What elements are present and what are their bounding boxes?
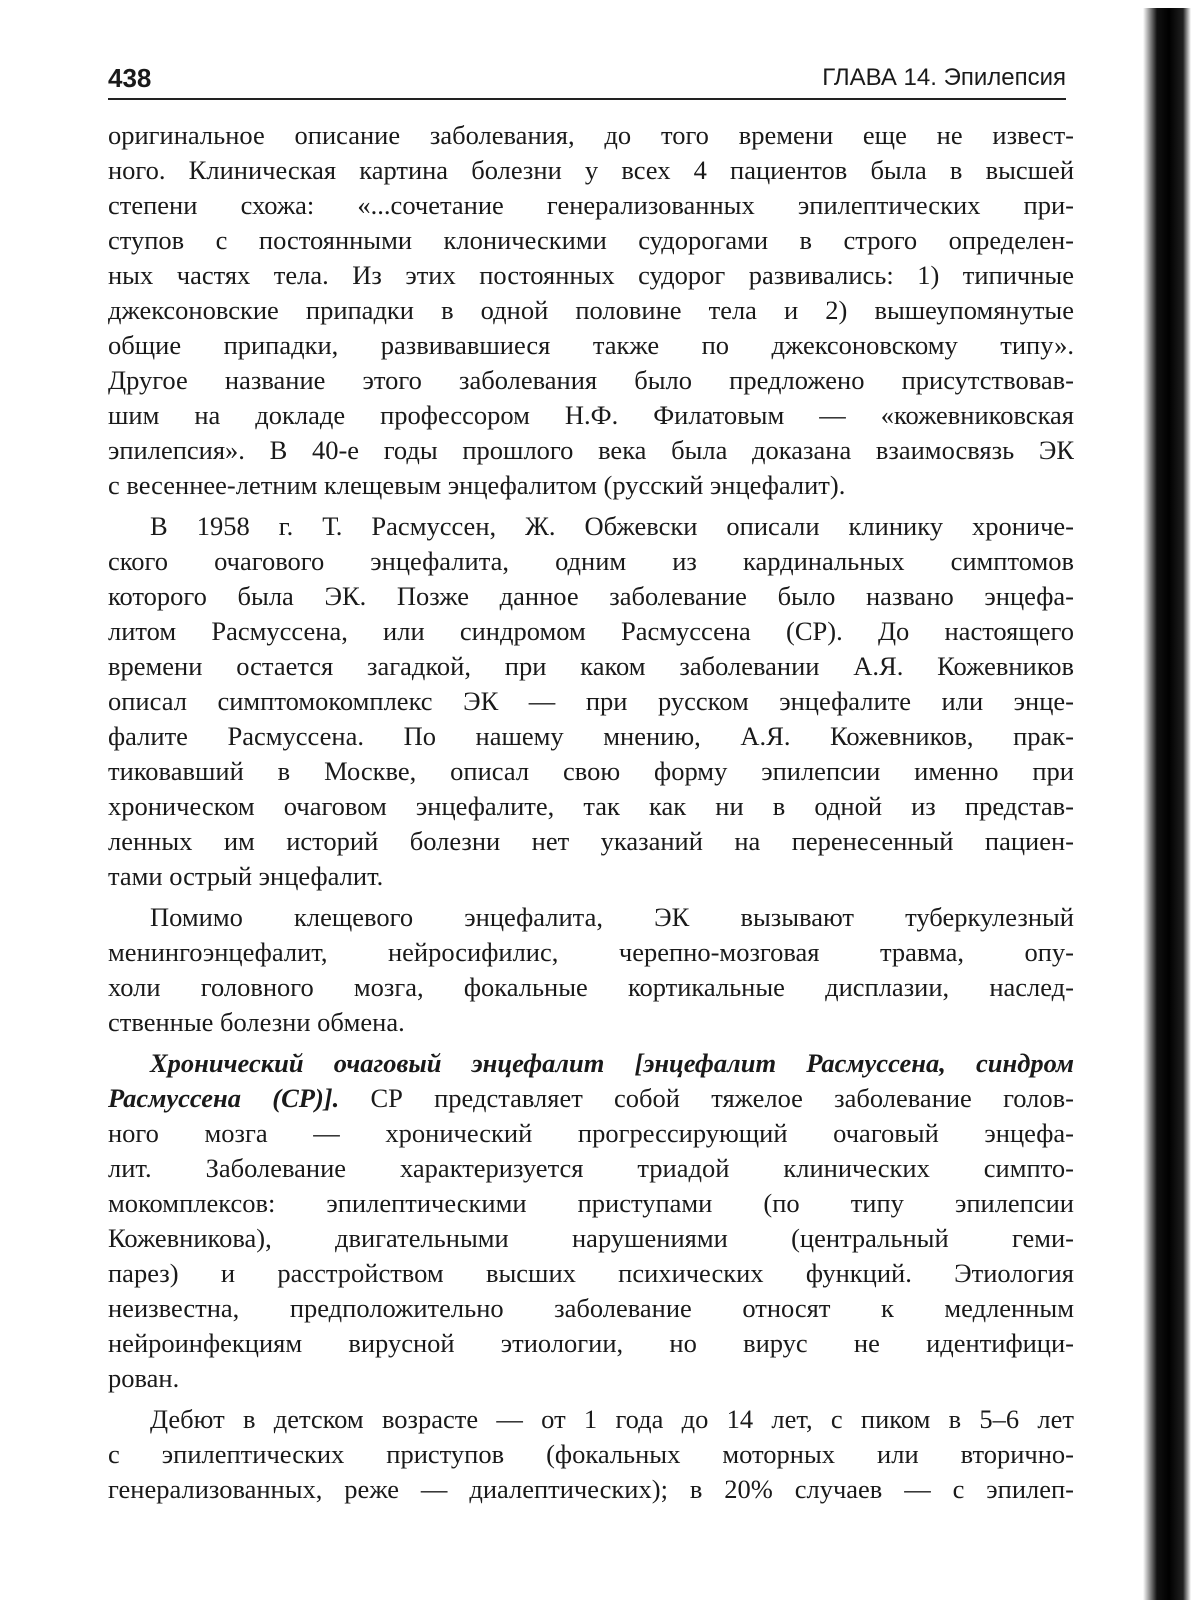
page-header	[108, 62, 1066, 100]
text-line: с эпилептических приступов (фокальных моторных или вторично-	[108, 1439, 1074, 1469]
text-line: с весеннее-летним клещевым энцефалитом (русский энцефалит).	[108, 470, 846, 500]
text-line: ного. Клиническая картина болезни у всех 4 пациентов была в высшей	[108, 155, 1074, 185]
text-line: ленных им историй болезни нет указаний на перенесенный пациен-	[108, 826, 1074, 856]
text-run: СР представляет собой тяжелое заболевание голов-	[339, 1083, 1074, 1113]
term-heading-cont: Расмуссена (СР)].	[108, 1083, 340, 1113]
text-line: холи головного мозга, фокальные кортикальные дисплазии, наслед-	[108, 972, 1074, 1002]
text-line: неизвестна, предположительно заболевание относят к медленным	[108, 1293, 1074, 1323]
text-line: рован.	[108, 1363, 180, 1393]
text-line: шим на докладе профессором Н.Ф. Филатовым — «кожевниковская	[108, 400, 1074, 430]
text-line: нейроинфекциям вирусной этиологии, но вирус не идентифици-	[108, 1328, 1074, 1358]
paragraph-1	[108, 118, 1074, 503]
text-line: ного мозга — хронический прогрессирующий очаговый энцефа-	[108, 1118, 1074, 1148]
text-line: джексоновские припадки в одной половине тела и 2) вышеупомянутые	[108, 295, 1074, 325]
text-line: Другое название этого заболевания было предложено присутствовав-	[108, 365, 1074, 395]
text-line: эпилепсия». В 40-е годы прошлого века была доказана взаимосвязь ЭК	[108, 435, 1074, 465]
text-line: литом Расмуссена, или синдромом Расмуссена (СР). До настоящего	[108, 616, 1074, 646]
text-line: тами острый энцефалит.	[108, 861, 384, 891]
text-line: мокомплексов: эпилептическими приступами (по типу эпилепсии	[108, 1188, 1074, 1218]
text-line	[108, 1081, 1074, 1116]
text-line: менингоэнцефалит, нейросифилис, черепно-мозговая травма, опу-	[108, 937, 1074, 967]
text-line: которого была ЭК. Позже данное заболевание было названо энцефа-	[108, 581, 1074, 611]
term-heading: Хронический очаговый энцефалит [энцефалит Расмуссена, синдром	[150, 1048, 1074, 1078]
text-line: ского очагового энцефалита, одним из кардинальных симптомов	[108, 546, 1074, 576]
text-line: описал симптомокомплекс ЭК — при русском энцефалите или энце-	[108, 686, 1074, 716]
scan-shadow-edge	[1143, 8, 1191, 1600]
paragraph-4	[108, 1046, 1074, 1396]
body-text	[108, 118, 1074, 1507]
text-line: фалите Расмуссена. По нашему мнению, А.Я. Кожевников, прак-	[108, 721, 1074, 751]
text-line: Кожевникова), двигательными нарушениями (центральный геми-	[108, 1223, 1074, 1253]
text-line: генерализованных, реже — диалептических); в 20% случаев — с эпилеп-	[108, 1474, 1074, 1504]
paragraph-3	[108, 900, 1074, 1040]
text-line	[108, 1046, 1074, 1081]
text-line: степени схожа: «...сочетание генерализованных эпилептических при-	[108, 190, 1074, 220]
text-line: парез) и расстройством высших психических функций. Этиология	[108, 1258, 1074, 1288]
text-line: хроническом очаговом энцефалите, так как ни в одной из представ-	[108, 791, 1074, 821]
text-line: времени остается загадкой, при каком заболевании А.Я. Кожевников	[108, 651, 1074, 681]
page-number: 438	[108, 63, 152, 93]
text-line: оригинальное описание заболевания, до того времени еще не извест-	[108, 120, 1074, 150]
text-line: Помимо клещевого энцефалита, ЭК вызывают туберкулезный	[150, 902, 1074, 932]
text-line: ственные болезни обмена.	[108, 1007, 405, 1037]
paragraph-5	[108, 1402, 1074, 1507]
text-line: тиковавший в Москве, описал свою форму эпилепсии именно при	[108, 756, 1074, 786]
paragraph-2	[108, 509, 1074, 894]
running-head: ГЛАВА 14. Эпилепсия	[822, 64, 1066, 91]
text-line: ных частях тела. Из этих постоянных судорог развивались: 1) типичные	[108, 260, 1074, 290]
text-line: Дебют в детском возрасте — от 1 года до 14 лет, с пиком в 5–6 лет	[150, 1404, 1074, 1434]
text-line: лит. Заболевание характеризуется триадой клинических симпто-	[108, 1153, 1074, 1183]
text-line: общие припадки, развивавшиеся также по джексоновскому типу».	[108, 330, 1074, 360]
text-line: В 1958 г. Т. Расмуссен, Ж. Обжевски описали клинику хрониче-	[150, 511, 1074, 541]
text-line: ступов с постоянными клоническими судорогами в строго определен-	[108, 225, 1074, 255]
